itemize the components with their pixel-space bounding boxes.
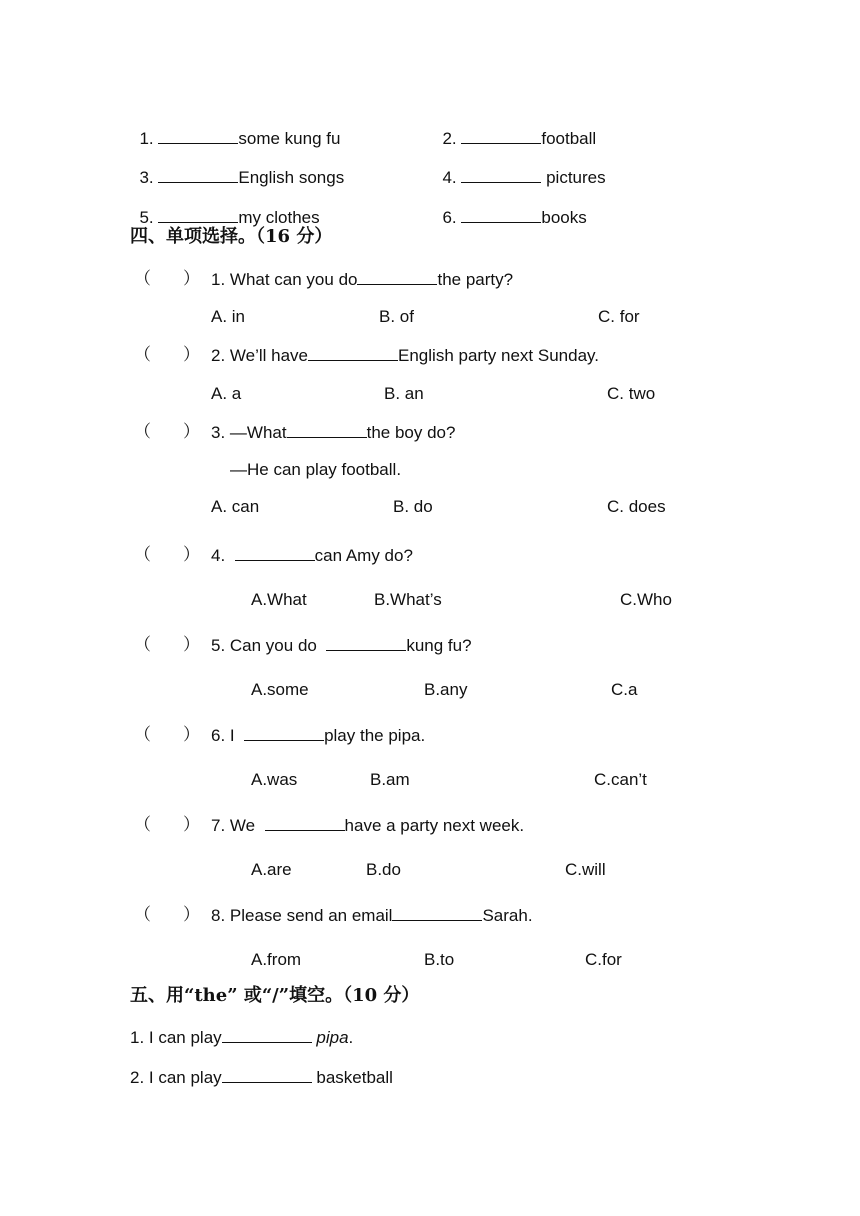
question-text: 3. —What xyxy=(211,423,287,442)
answer-paren-close: ） xyxy=(183,905,200,925)
question-8 xyxy=(211,905,533,926)
answer-paren-open: （ xyxy=(134,905,151,925)
answer-paren-open: （ xyxy=(134,815,151,835)
answer-blank[interactable] xyxy=(158,207,238,223)
answer-blank[interactable] xyxy=(158,167,238,183)
question-3 xyxy=(211,422,455,443)
item-5 xyxy=(130,187,320,228)
answer-blank[interactable] xyxy=(287,422,367,438)
fill-item-2 xyxy=(130,1067,393,1088)
answer-paren-close: ） xyxy=(183,815,200,835)
answer-paren-open: （ xyxy=(134,635,151,655)
option-c[interactable]: C. for xyxy=(598,307,640,326)
answer-blank[interactable] xyxy=(461,128,541,144)
option-a[interactable]: A.from xyxy=(251,950,302,969)
answer-blank[interactable] xyxy=(244,725,324,741)
question-4 xyxy=(211,545,413,566)
item-text: my clothes xyxy=(238,208,320,227)
option-b[interactable]: B.to xyxy=(424,950,455,969)
answer-blank[interactable] xyxy=(308,345,398,361)
option-a[interactable]: A. in xyxy=(211,307,246,326)
option-a[interactable]: A.What xyxy=(251,590,307,609)
answer-paren-open: （ xyxy=(134,345,151,365)
question-text: 5. Can you do xyxy=(211,636,327,655)
option-c[interactable]: C.can’t xyxy=(594,770,647,789)
option-b[interactable]: B.do xyxy=(366,860,401,879)
item-text: 1. I can play xyxy=(130,1028,222,1047)
option-c[interactable]: C. two xyxy=(607,384,656,403)
question-text: the boy do? xyxy=(366,423,456,442)
question-text: 1. What can you do xyxy=(211,270,358,289)
question-text: have a party next week. xyxy=(344,816,525,835)
question-text: 4. xyxy=(211,546,235,565)
option-c[interactable]: C.will xyxy=(565,860,606,879)
question-text: 2. We’ll have xyxy=(211,346,309,365)
answer-paren-close: ） xyxy=(183,422,200,442)
item-number: 1. xyxy=(139,129,154,148)
option-a[interactable]: A.was xyxy=(251,770,298,789)
question-1 xyxy=(211,269,513,290)
option-b[interactable]: B. do xyxy=(393,497,433,516)
question-7 xyxy=(211,815,524,836)
question-text: the party? xyxy=(437,270,514,289)
item-number: 5. xyxy=(139,208,154,227)
item-text: some kung fu xyxy=(238,129,341,148)
answer-blank[interactable] xyxy=(461,207,541,223)
item-number: 6. xyxy=(442,208,457,227)
item-word: basketball xyxy=(311,1068,393,1087)
answer-blank[interactable] xyxy=(222,1027,312,1043)
item-number: 2. xyxy=(442,129,457,148)
answer-paren-close: ） xyxy=(183,345,200,365)
fill-item-1 xyxy=(130,1027,353,1048)
option-a[interactable]: A. can xyxy=(211,497,260,516)
answer-blank[interactable] xyxy=(158,128,238,144)
option-b[interactable]: B.any xyxy=(424,680,468,699)
answer-paren-open: （ xyxy=(134,269,151,289)
option-a[interactable]: A. a xyxy=(211,384,242,403)
question-text: 8. Please send an email xyxy=(211,906,393,925)
option-b[interactable]: B.What’s xyxy=(374,590,442,609)
item-text: football xyxy=(541,129,597,148)
question-5 xyxy=(211,635,472,656)
answer-blank[interactable] xyxy=(326,635,406,651)
question-text: Sarah. xyxy=(482,906,533,925)
answer-paren-close: ） xyxy=(183,545,200,565)
item-number: 3. xyxy=(139,168,154,187)
item-text: English songs xyxy=(238,168,345,187)
answer-paren-open: （ xyxy=(134,422,151,442)
item-text: 2. I can play xyxy=(130,1068,222,1087)
answer-paren-open: （ xyxy=(134,545,151,565)
item-4 xyxy=(433,147,606,188)
option-c[interactable]: C. does xyxy=(607,497,666,516)
answer-blank[interactable] xyxy=(265,815,345,831)
question-text: 7. We xyxy=(211,816,265,835)
answer-blank[interactable] xyxy=(235,545,315,561)
answer-paren-close: ） xyxy=(183,635,200,655)
option-c[interactable]: C.for xyxy=(585,950,622,969)
answer-blank[interactable] xyxy=(461,167,541,183)
item-text: books xyxy=(541,208,587,227)
question-text: English party next Sunday. xyxy=(398,346,599,365)
option-b[interactable]: B.am xyxy=(370,770,410,789)
option-c[interactable]: C.a xyxy=(611,680,638,699)
question-text: kung fu? xyxy=(406,636,472,655)
option-b[interactable]: B. an xyxy=(384,384,424,403)
answer-blank[interactable] xyxy=(222,1067,312,1083)
section-heading: 四、单项选择。（16 分） xyxy=(130,226,333,247)
question-6 xyxy=(211,725,425,746)
item-3 xyxy=(130,147,344,188)
option-a[interactable]: A.are xyxy=(251,860,292,879)
answer-paren-open: （ xyxy=(134,725,151,745)
item-number: 4. xyxy=(442,168,457,187)
question-text: play the pipa. xyxy=(324,726,426,745)
item-punct: . xyxy=(348,1028,354,1047)
question-2 xyxy=(211,345,599,366)
answer-paren-close: ） xyxy=(183,269,200,289)
option-c[interactable]: C.Who xyxy=(620,590,672,609)
answer-blank[interactable] xyxy=(392,905,482,921)
option-a[interactable]: A.some xyxy=(251,680,309,699)
answer-blank[interactable] xyxy=(357,269,437,285)
item-text: pictures xyxy=(541,168,606,187)
item-6 xyxy=(433,187,587,228)
question-text: can Amy do? xyxy=(314,546,413,565)
item-2 xyxy=(433,108,596,149)
item-1 xyxy=(130,108,340,149)
answer-paren-close: ） xyxy=(183,725,200,745)
question-3-answer-line: —He can play football. xyxy=(230,460,402,479)
item-word: pipa xyxy=(311,1028,349,1047)
section-heading: 五、用“the” 或“/”填空。（10 分） xyxy=(130,985,420,1006)
option-b[interactable]: B. of xyxy=(379,307,414,326)
question-text: 6. I xyxy=(211,726,245,745)
